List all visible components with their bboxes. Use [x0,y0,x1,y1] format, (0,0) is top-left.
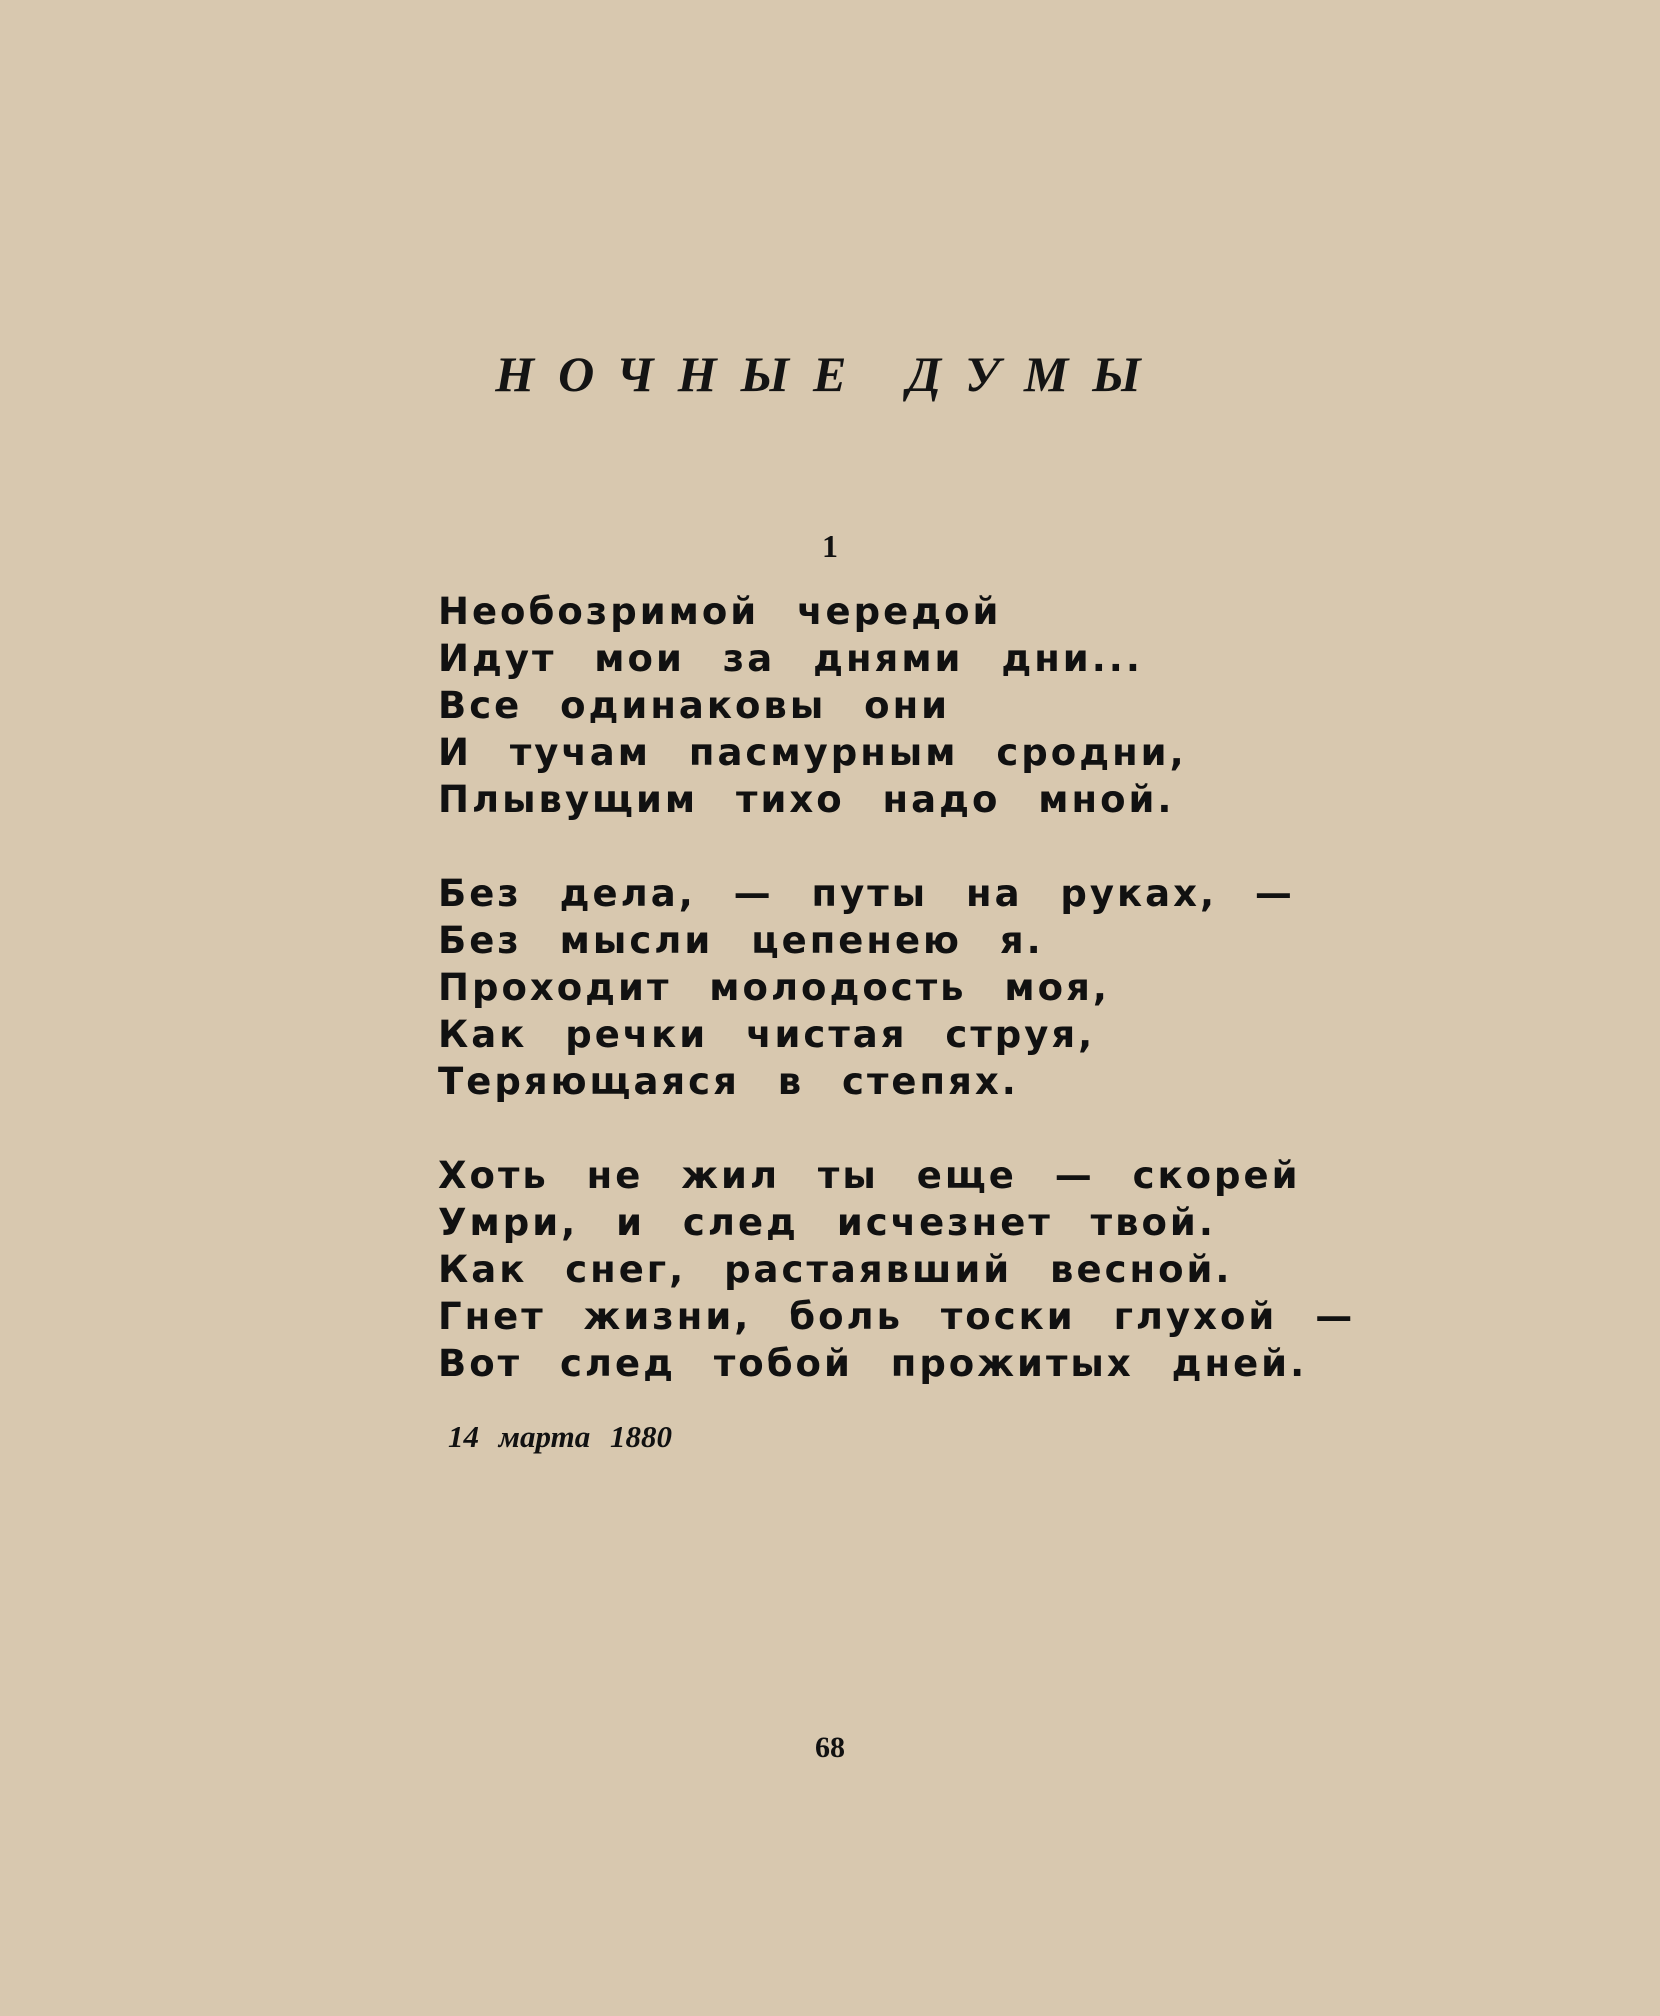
section-number: 1 [822,528,838,564]
poem-line: Теряющаяся в степях. [438,1060,1019,1103]
poem-line: Умри, и след исчезнет твой. [438,1201,1216,1244]
poem-line: Хоть не жил ты еще — скорей [438,1154,1301,1197]
page-number: 68 [815,1731,845,1764]
poem-line: Без мысли цепенею я. [438,919,1044,962]
poem-line: Все одинаковы они [438,684,951,727]
poem-line: Гнет жизни, боль тоски глухой — [438,1295,1356,1338]
poem-title: НОЧНЫЕ ДУМЫ [495,346,1165,402]
stanza [438,1152,1438,1387]
stanza [438,870,1438,1105]
poem-line: Необозримой чередой [438,590,1002,633]
poem-date: 14 марта 1880 [448,1419,672,1454]
stanza [438,588,1438,823]
poem-line: Идут мои за днями дни... [438,637,1143,680]
poem-line: Как речки чистая струя, [438,1013,1096,1056]
poem-line: Вот след тобой прожитых дней. [438,1342,1308,1385]
poem-body [438,588,1438,1434]
poem-line: Проходит молодость моя, [438,966,1110,1009]
poem-line: Плывущим тихо надо мной. [438,778,1175,821]
poem-line: Как снег, растаявший весной. [438,1248,1233,1291]
poem-line: Без дела, — путы на руках, — [438,872,1295,915]
poem-line: И тучам пасмурным сродни, [438,731,1187,774]
